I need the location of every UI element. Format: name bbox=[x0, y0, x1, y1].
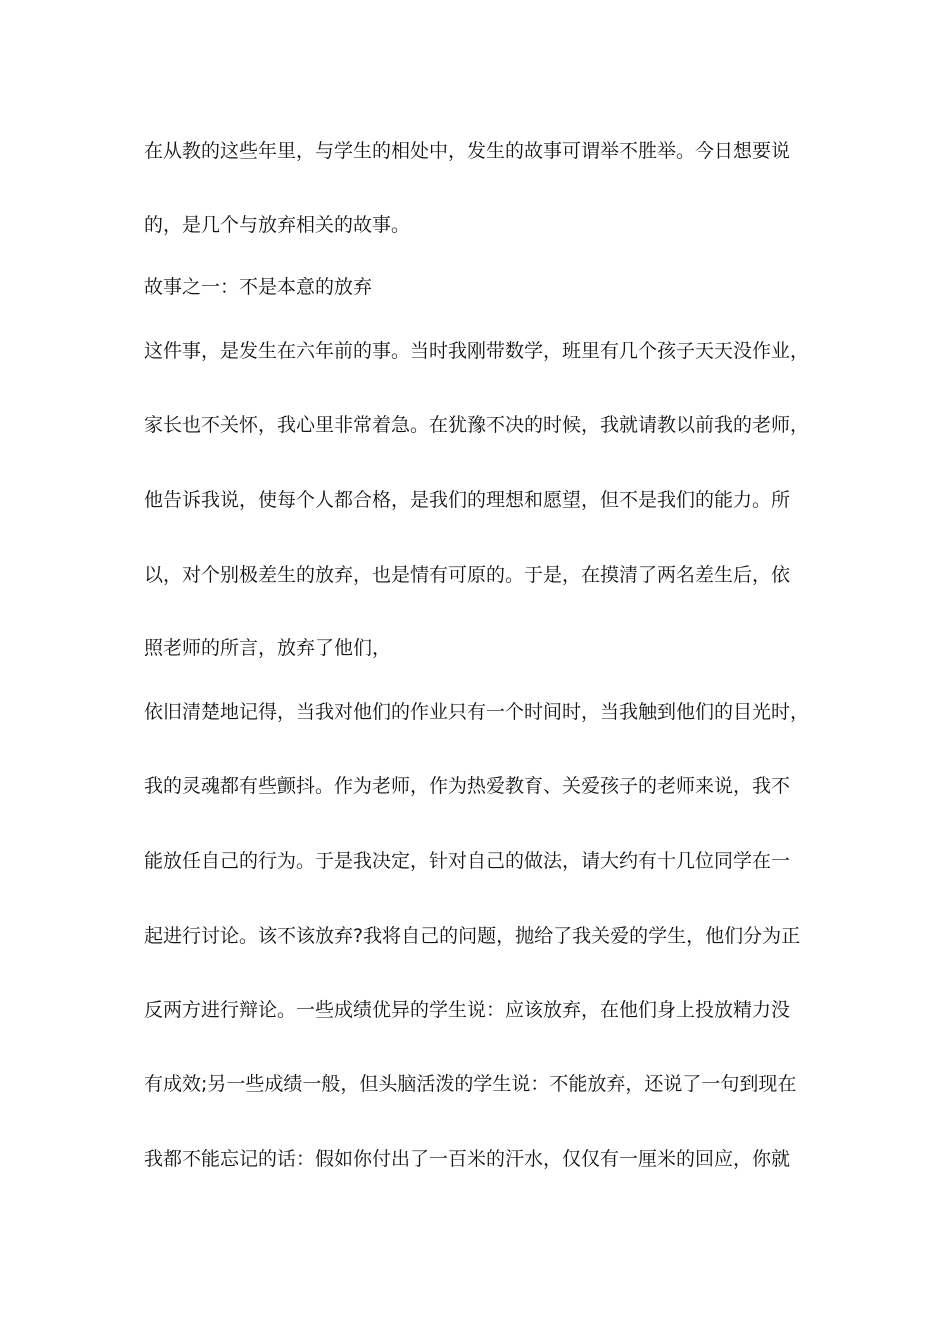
paragraph-line: 我的灵魂都有些颤抖。作为老师，作为热爱教育、关爱孩子的老师来说，我不 bbox=[144, 775, 791, 797]
paragraph-line: 起进行讨论。该不该放弃?我将自己的问题，抛给了我关爱的学生，他们分为正 bbox=[144, 925, 801, 947]
paragraph-line: 以，对个别极差生的放弃，也是情有可原的。于是，在摸清了两名差生后，依 bbox=[144, 564, 791, 586]
paragraph-line: 有成效;另一些成绩一般，但头脑活泼的学生说：不能放弃，还说了一句到现在 bbox=[144, 1073, 797, 1095]
paragraph-line: 这件事，是发生在六年前的事。当时我刚带数学，班里有几个孩子天天没作业， bbox=[144, 340, 810, 362]
paragraph-line: 在从教的这些年里，与学生的相处中，发生的故事可谓举不胜举。今日想要说 bbox=[144, 140, 791, 162]
paragraph-line: 的，是几个与放弃相关的故事。 bbox=[144, 214, 411, 236]
paragraph-line: 反两方进行辩论。一些成绩优异的学生说：应该放弃，在他们身上投放精力没 bbox=[144, 999, 791, 1021]
paragraph-line: 他告诉我说，使每个人都合格，是我们的理想和愿望，但不是我们的能力。所 bbox=[144, 489, 791, 511]
paragraph-line: 家长也不关怀，我心里非常着急。在犹豫不决的时候，我就请教以前我的老师， bbox=[144, 414, 810, 436]
paragraph-line: 照老师的所言，放弃了他们， bbox=[144, 637, 392, 659]
paragraph-line: 能放任自己的行为。于是我决定，针对自己的做法，请大约有十几位同学在一 bbox=[144, 850, 791, 872]
paragraph-line: 依旧清楚地记得，当我对他们的作业只有一个时间时，当我触到他们的目光时， bbox=[144, 701, 810, 723]
story-heading: 故事之一：不是本意的放弃 bbox=[144, 276, 373, 298]
paragraph-line: 我都不能忘记的话：假如你付出了一百米的汗水，仅仅有一厘米的回应，你就 bbox=[144, 1148, 791, 1170]
